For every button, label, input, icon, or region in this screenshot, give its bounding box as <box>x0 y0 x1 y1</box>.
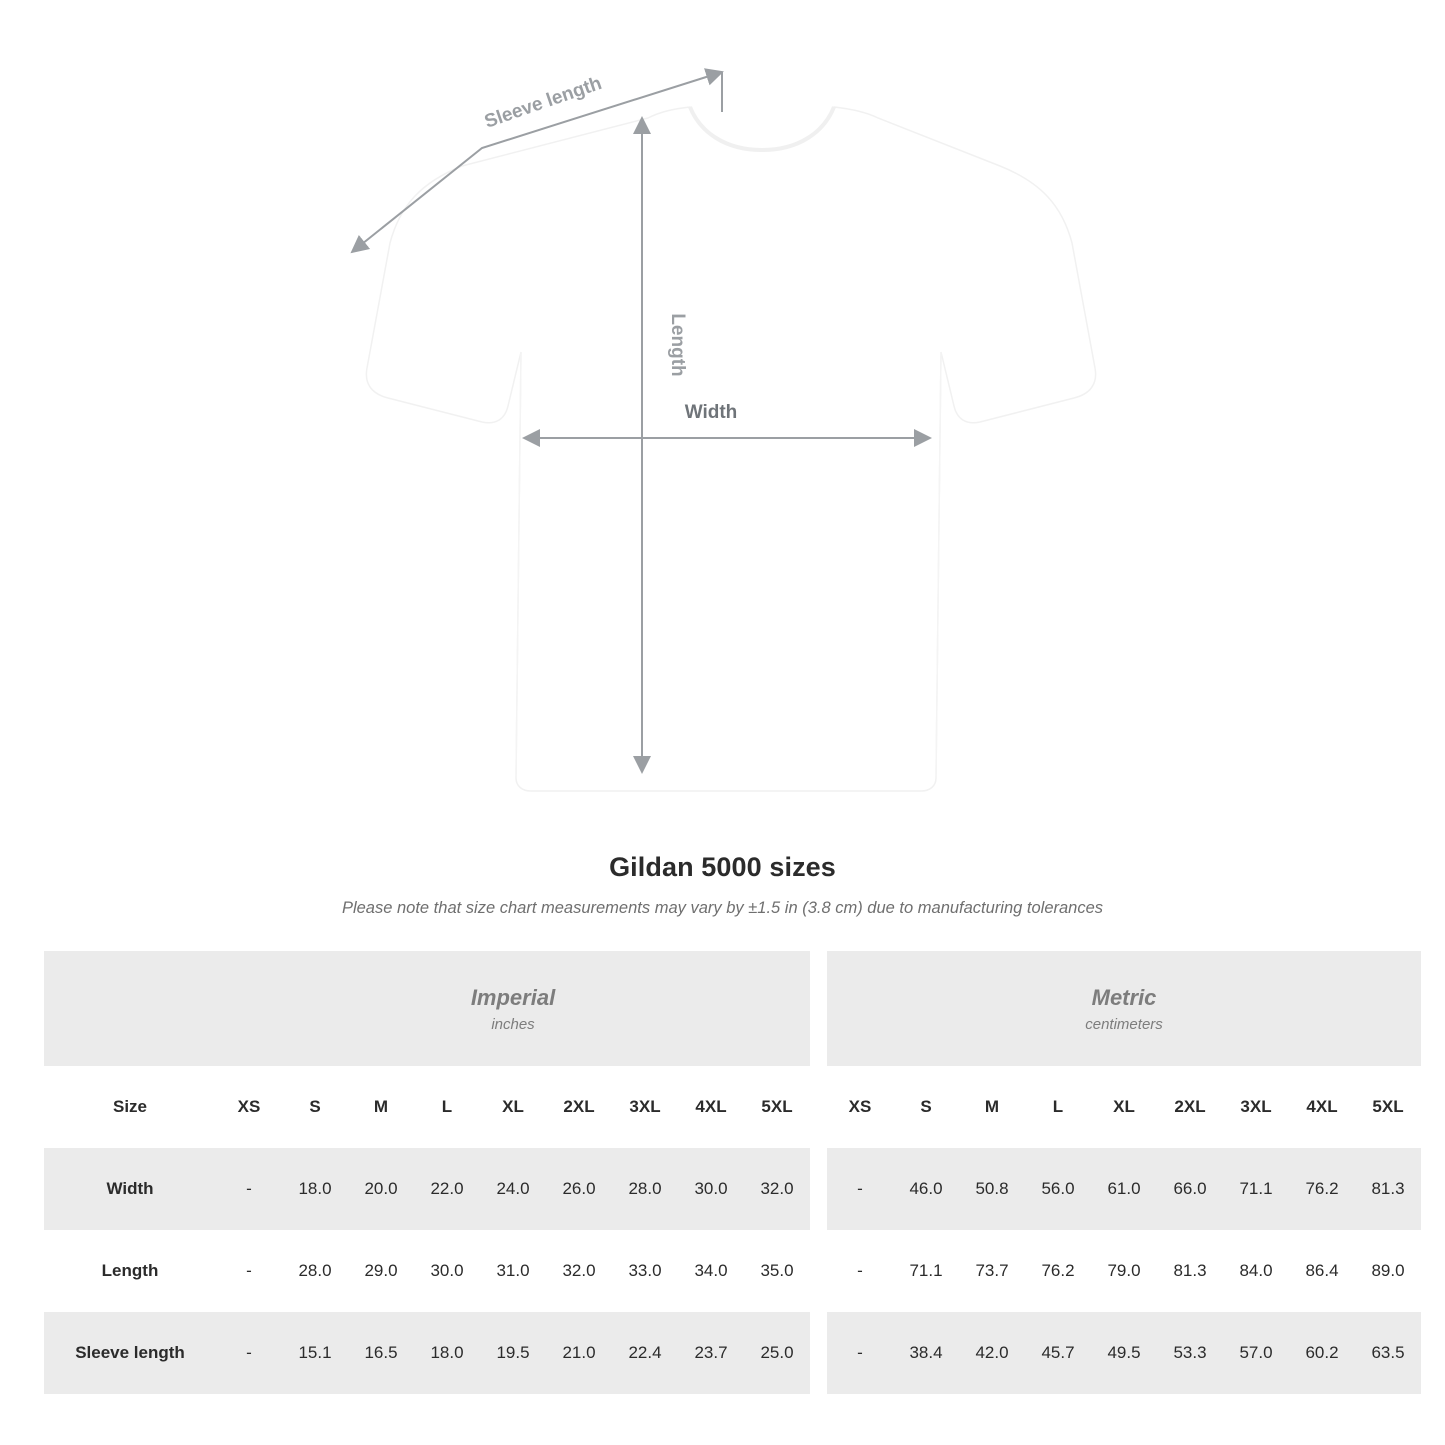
table-row-sleeve-length <box>44 1312 1421 1394</box>
width-imperial-4xl: 30.0 <box>678 1148 744 1230</box>
sleeve-metric-l: 45.7 <box>1025 1312 1091 1394</box>
sleeve-imperial-l: 18.0 <box>414 1312 480 1394</box>
units-gap <box>810 951 827 1066</box>
sleeve-metric-xl: 49.5 <box>1091 1312 1157 1394</box>
length-metric-m: 73.7 <box>959 1230 1025 1312</box>
header-imperial-xs: XS <box>216 1066 282 1148</box>
width-gap <box>810 1148 827 1230</box>
length-gap <box>810 1230 827 1312</box>
width-metric-xl: 61.0 <box>1091 1148 1157 1230</box>
size-header-row <box>44 1066 1421 1148</box>
sleeve-imperial-s: 15.1 <box>282 1312 348 1394</box>
header-gap <box>810 1066 827 1148</box>
table-row-width <box>44 1148 1421 1230</box>
length-imperial-2xl: 32.0 <box>546 1230 612 1312</box>
sleeve-length-label: Sleeve length <box>481 72 605 133</box>
width-metric-4xl: 76.2 <box>1289 1148 1355 1230</box>
row-label-sleeve-length: Sleeve length <box>44 1312 216 1394</box>
length-metric-l: 76.2 <box>1025 1230 1091 1312</box>
sleeve-metric-2xl: 53.3 <box>1157 1312 1223 1394</box>
width-metric-s: 46.0 <box>893 1148 959 1230</box>
sleeve-metric-3xl: 57.0 <box>1223 1312 1289 1394</box>
tshirt-shape <box>366 107 1095 791</box>
header-size-label: Size <box>44 1066 216 1148</box>
sleeve-metric-s: 38.4 <box>893 1312 959 1394</box>
size-table-wrapper <box>44 951 1405 1394</box>
header-imperial-2xl: 2XL <box>546 1066 612 1148</box>
sleeve-imperial-m: 16.5 <box>348 1312 414 1394</box>
header-metric-xs: XS <box>827 1066 893 1148</box>
width-label: Width <box>684 402 738 423</box>
sleeve-imperial-xl: 19.5 <box>480 1312 546 1394</box>
length-imperial-m: 29.0 <box>348 1230 414 1312</box>
table-row-length <box>44 1230 1421 1312</box>
length-metric-3xl: 84.0 <box>1223 1230 1289 1312</box>
header-imperial-s: S <box>282 1066 348 1148</box>
width-metric-5xl: 81.3 <box>1355 1148 1421 1230</box>
imperial-unit-cell <box>216 951 810 1066</box>
row-label-width: Width <box>44 1148 216 1230</box>
width-metric-l: 56.0 <box>1025 1148 1091 1230</box>
length-metric-s: 71.1 <box>893 1230 959 1312</box>
width-imperial-xl: 24.0 <box>480 1148 546 1230</box>
header-imperial-l: L <box>414 1066 480 1148</box>
imperial-unit: inches <box>491 1015 535 1033</box>
width-imperial-m: 20.0 <box>348 1148 414 1230</box>
page-title: Gildan 5000 sizes <box>609 852 836 882</box>
header-imperial-5xl: 5XL <box>744 1066 810 1148</box>
header-imperial-m: M <box>348 1066 414 1148</box>
length-metric-2xl: 81.3 <box>1157 1230 1223 1312</box>
units-row <box>44 951 1421 1066</box>
length-metric-4xl: 86.4 <box>1289 1230 1355 1312</box>
header-metric-3xl: 3XL <box>1223 1066 1289 1148</box>
header-metric-5xl: 5XL <box>1355 1066 1421 1148</box>
header-metric-m: M <box>959 1066 1025 1148</box>
page-subtitle: Please note that size chart measurements may vary by ±1.5 in (3.8 cm) due to manufacturing tolerances <box>341 899 1104 917</box>
header-imperial-xl: XL <box>480 1066 546 1148</box>
length-label: Length <box>667 313 688 377</box>
sleeve-imperial-4xl: 23.7 <box>678 1312 744 1394</box>
header-metric-s: S <box>893 1066 959 1148</box>
units-spacer <box>44 951 216 1066</box>
sleeve-imperial-3xl: 22.4 <box>612 1312 678 1394</box>
length-metric-xl: 79.0 <box>1091 1230 1157 1312</box>
header-metric-l: L <box>1025 1066 1091 1148</box>
length-metric-5xl: 89.0 <box>1355 1230 1421 1312</box>
width-imperial-xs: - <box>216 1148 282 1230</box>
sleeve-metric-5xl: 63.5 <box>1355 1312 1421 1394</box>
length-imperial-3xl: 33.0 <box>612 1230 678 1312</box>
length-metric-xs: - <box>827 1230 893 1312</box>
length-imperial-xl: 31.0 <box>480 1230 546 1312</box>
length-imperial-s: 28.0 <box>282 1230 348 1312</box>
length-imperial-4xl: 34.0 <box>678 1230 744 1312</box>
width-metric-2xl: 66.0 <box>1157 1148 1223 1230</box>
sleeve-imperial-5xl: 25.0 <box>744 1312 810 1394</box>
row-label-length: Length <box>44 1230 216 1312</box>
width-metric-xs: - <box>827 1148 893 1230</box>
header-imperial-4xl: 4XL <box>678 1066 744 1148</box>
sleeve-metric-m: 42.0 <box>959 1312 1025 1394</box>
imperial-name: Imperial <box>470 985 556 1011</box>
header-metric-2xl: 2XL <box>1157 1066 1223 1148</box>
length-imperial-5xl: 35.0 <box>744 1230 810 1312</box>
metric-unit-cell <box>827 951 1421 1066</box>
width-imperial-2xl: 26.0 <box>546 1148 612 1230</box>
sleeve-metric-xs: - <box>827 1312 893 1394</box>
size-table <box>44 951 1421 1394</box>
width-metric-m: 50.8 <box>959 1148 1025 1230</box>
sleeve-gap <box>810 1312 827 1394</box>
header-metric-xl: XL <box>1091 1066 1157 1148</box>
metric-name: Metric <box>1091 985 1157 1011</box>
length-imperial-xs: - <box>216 1230 282 1312</box>
sleeve-imperial-xs: - <box>216 1312 282 1394</box>
width-metric-3xl: 71.1 <box>1223 1148 1289 1230</box>
metric-unit: centimeters <box>1085 1015 1163 1033</box>
sleeve-imperial-2xl: 21.0 <box>546 1312 612 1394</box>
header-imperial-3xl: 3XL <box>612 1066 678 1148</box>
sleeve-metric-4xl: 60.2 <box>1289 1312 1355 1394</box>
width-imperial-s: 18.0 <box>282 1148 348 1230</box>
width-imperial-l: 22.0 <box>414 1148 480 1230</box>
length-imperial-l: 30.0 <box>414 1230 480 1312</box>
header-metric-4xl: 4XL <box>1289 1066 1355 1148</box>
width-imperial-3xl: 28.0 <box>612 1148 678 1230</box>
width-imperial-5xl: 32.0 <box>744 1148 810 1230</box>
